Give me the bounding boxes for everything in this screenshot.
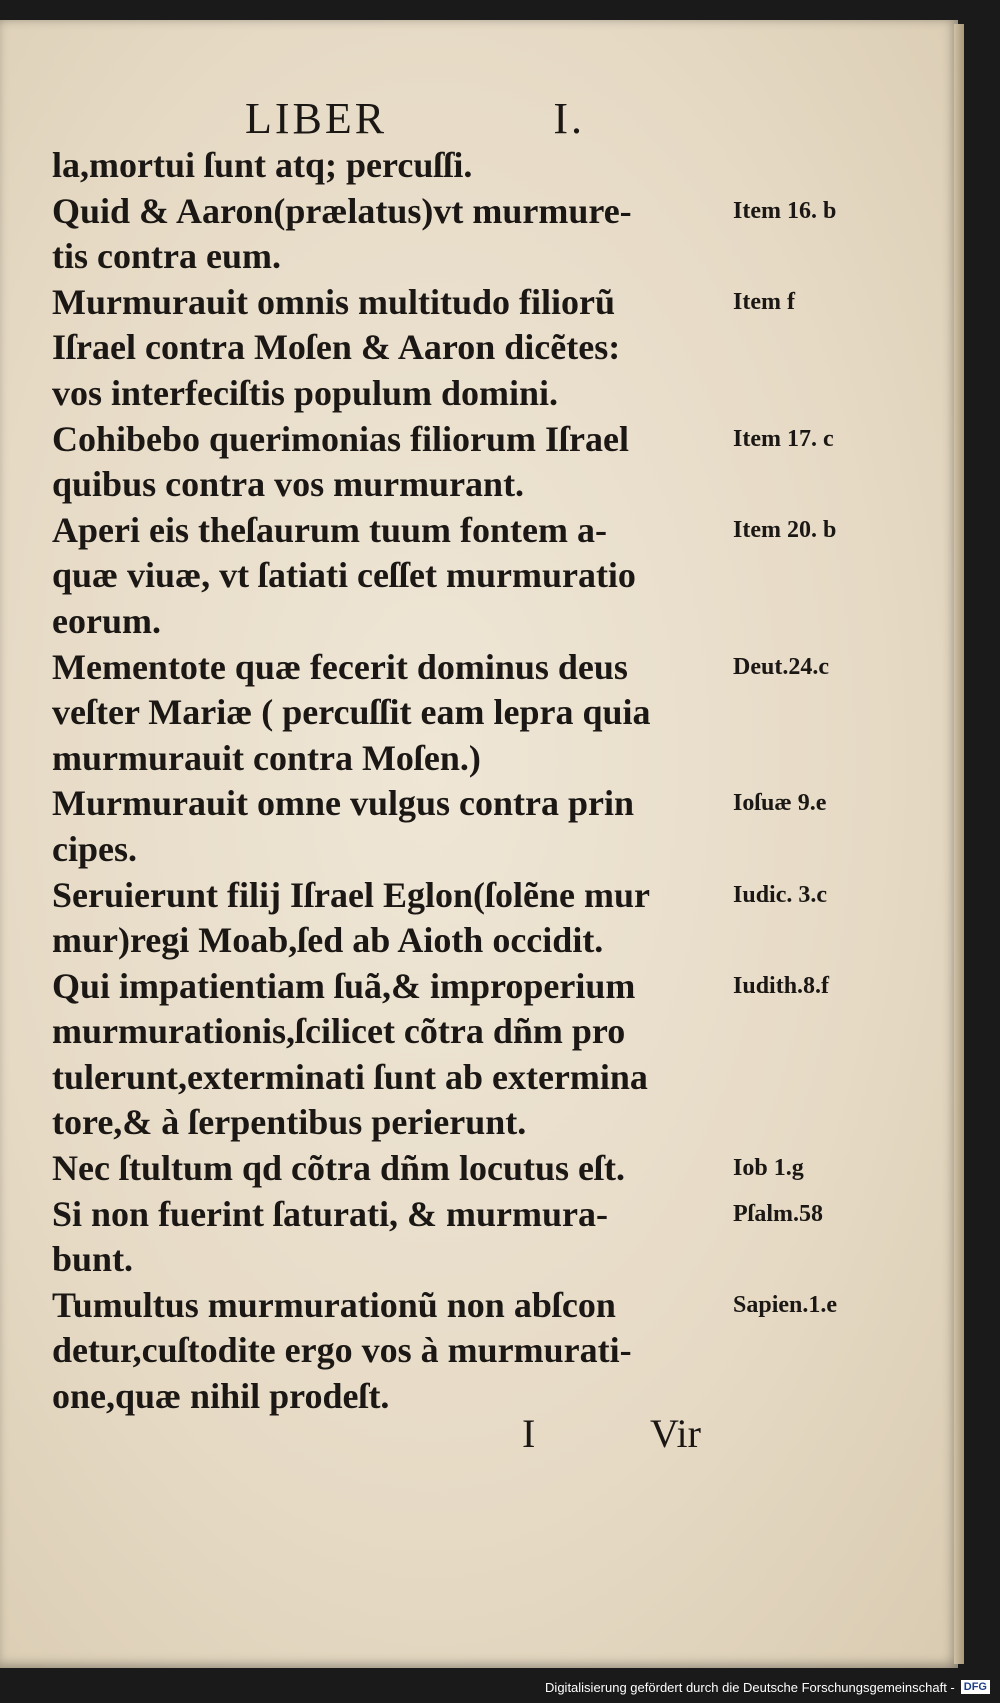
text-line: Quid & Aaron(prælatus)vt murmure- (52, 190, 632, 231)
digitization-credit (545, 1675, 990, 1699)
text-line: one,quæ nihil prodeſt. (52, 1376, 390, 1417)
margin-note: Iudic. 3.c (733, 881, 828, 908)
text-line: Qui impatientiam ſuã,& improperium (52, 965, 636, 1006)
text-line: Mementote quæ fecerit dominus deus (52, 646, 628, 687)
credit-text: Digitalisierung gefördert durch die Deutsche Forschungsgemeinschaft - (545, 1679, 955, 1695)
margin-note: Item 16. b (733, 197, 837, 224)
text-line: cipes. (52, 828, 137, 869)
text-line: Iſrael contra Moſen & Aaron dicẽtes: (52, 327, 621, 368)
margin-note: Item 17. c (733, 425, 834, 452)
text-line: murmurauit contra Moſen.) (52, 737, 481, 778)
signature-mark: I (522, 1411, 536, 1456)
text-line: veſter Mariæ ( percuſſit eam lepra quia (52, 692, 651, 733)
text-line: quibus contra vos murmurant. (52, 464, 525, 505)
text-line: Cohibebo querimonias filiorum Iſrael (52, 418, 630, 459)
header-number: I. (553, 93, 585, 143)
text-line: Murmurauit omne vulgus contra prin (52, 783, 635, 824)
text-line: Aperi eis theſaurum tuum fontem a- (52, 509, 607, 550)
text-line: tore,& à ſerpentibus perierunt. (52, 1102, 527, 1143)
margin-note: Sapien.1.e (733, 1292, 838, 1318)
header-title: LIBER (245, 93, 388, 143)
dfg-logo: DFG (961, 1680, 990, 1694)
running-header (245, 88, 585, 148)
margin-note: Iudith.8.f (733, 972, 830, 999)
text-line: Si non fuerint ſaturati, & murmura- (52, 1193, 608, 1234)
text-line: quæ viuæ, vt ſatiati ceſſet murmuratio (52, 555, 636, 596)
margin-note: Item f (733, 288, 795, 315)
text-line: Murmurauit omnis multitudo filiorũ (52, 281, 616, 322)
text-line: Tumultus murmurationũ non abſcon (52, 1284, 616, 1325)
margin-note: Ioſuæ 9.e (733, 790, 827, 817)
margin-note: Iob 1.g (733, 1155, 804, 1182)
text-line: detur,cuſtodite ergo vos à murmurati- (52, 1330, 632, 1371)
margin-note: Deut.24.c (733, 653, 829, 680)
text-line: Seruierunt filij Iſrael Eglon(ſolẽne mur (52, 874, 650, 915)
text-line: mur)regi Moab,ſed ab Aioth occidit. (52, 920, 604, 961)
text-line: murmurationis,ſcilicet cõtra dñm pro (52, 1011, 626, 1052)
text-line: Nec ſtultum qd cõtra dñm locutus eſt. (52, 1148, 625, 1189)
text-line: tis contra eum. (52, 236, 281, 277)
margin-note: Item 20. b (733, 516, 837, 543)
catchword: Vir (650, 1411, 701, 1456)
text-line: vos interfeciſtis populum domini. (52, 372, 559, 413)
text-line: bunt. (52, 1239, 134, 1280)
text-line: la,mortui ſunt atq; percuſſi. (52, 145, 473, 185)
margin-note: Pſalm.58 (733, 1200, 823, 1227)
text-line: tulerunt,exterminati ſunt ab extermina (52, 1056, 648, 1097)
main-text-block (52, 143, 732, 1420)
text-line: eorum. (52, 600, 161, 641)
page-edge (954, 24, 964, 1664)
